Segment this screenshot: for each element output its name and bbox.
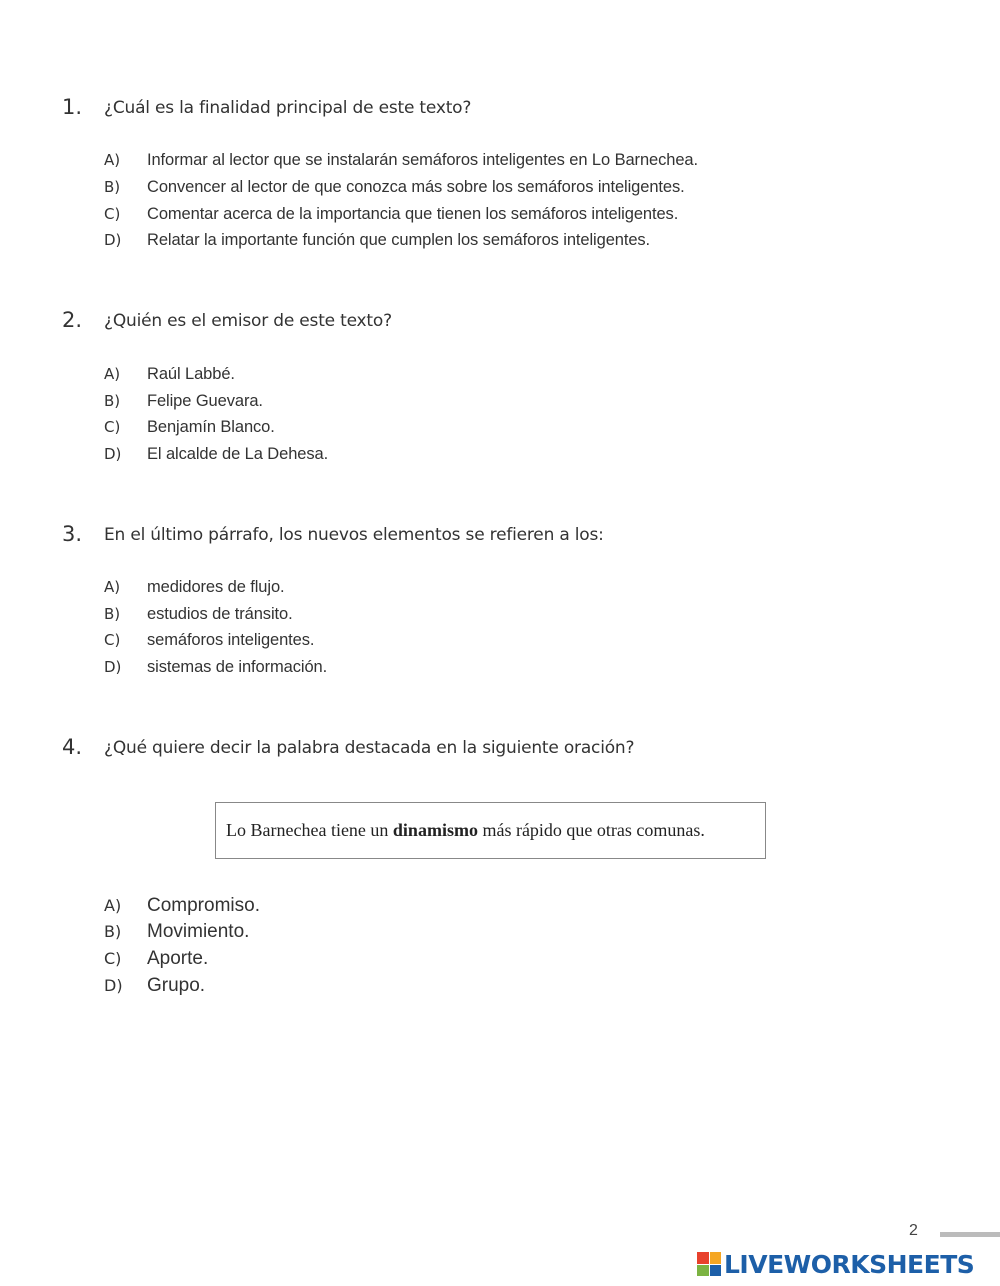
option-text: Informar al lector que se instalarán semáforos inteligentes en Lo Barnechea. bbox=[147, 151, 698, 169]
option-text: Felipe Guevara. bbox=[147, 392, 263, 410]
answer-option[interactable] bbox=[104, 604, 293, 624]
liveworksheets-logo-icon bbox=[697, 1252, 721, 1276]
option-letter: C) bbox=[104, 205, 121, 223]
option-text: Compromiso. bbox=[147, 895, 260, 916]
brand-name: LIVEWORKSHEETS bbox=[724, 1249, 975, 1279]
option-letter: B) bbox=[104, 392, 121, 410]
brand-footer[interactable] bbox=[697, 1249, 974, 1279]
question-number: 2. bbox=[62, 308, 83, 332]
question-text: ¿Cuál es la finalidad principal de este texto? bbox=[104, 98, 472, 118]
option-letter: B) bbox=[104, 922, 122, 941]
option-letter: B) bbox=[104, 178, 121, 196]
option-letter: D) bbox=[104, 658, 122, 676]
option-letter: C) bbox=[104, 949, 122, 968]
question-text: ¿Qué quiere decir la palabra destacada en la siguiente oración? bbox=[104, 738, 635, 758]
answer-option[interactable] bbox=[104, 948, 208, 970]
answer-option[interactable] bbox=[104, 921, 249, 943]
option-letter: D) bbox=[104, 445, 122, 463]
question-number: 3. bbox=[62, 522, 83, 546]
answer-option[interactable] bbox=[104, 975, 205, 997]
page-number: 2 bbox=[909, 1222, 918, 1239]
option-letter: C) bbox=[104, 418, 121, 436]
answer-option[interactable] bbox=[104, 177, 685, 197]
question-text: En el último párrafo, los nuevos elementos se refieren a los: bbox=[104, 525, 604, 545]
option-text: Relatar la importante función que cumplen los semáforos inteligentes. bbox=[147, 231, 651, 249]
sentence-box bbox=[215, 802, 766, 859]
option-text: Comentar acerca de la importancia que tienen los semáforos inteligentes. bbox=[147, 205, 679, 223]
answer-option[interactable] bbox=[104, 630, 314, 650]
sentence-before: Lo Barnechea tiene un bbox=[226, 820, 389, 840]
answer-option[interactable] bbox=[104, 657, 327, 677]
option-text: Grupo. bbox=[147, 975, 206, 996]
option-text: Raúl Labbé. bbox=[147, 365, 235, 383]
option-text: Convencer al lector de que conozca más sobre los semáforos inteligentes. bbox=[147, 178, 685, 196]
answer-option[interactable] bbox=[104, 150, 698, 170]
answer-option[interactable] bbox=[104, 391, 263, 411]
answer-option[interactable] bbox=[104, 895, 260, 917]
highlighted-word: dinamismo bbox=[392, 820, 478, 840]
option-text: Benjamín Blanco. bbox=[147, 418, 275, 436]
page-divider bbox=[940, 1232, 1000, 1237]
option-text: Aporte. bbox=[147, 948, 209, 969]
answer-option[interactable] bbox=[104, 577, 285, 597]
option-letter: A) bbox=[104, 578, 121, 596]
answer-option[interactable] bbox=[104, 444, 328, 464]
sentence-after: más rápido que otras comunas. bbox=[482, 820, 705, 840]
question-number: 4. bbox=[62, 735, 83, 759]
answer-option[interactable] bbox=[104, 417, 275, 437]
option-letter: C) bbox=[104, 631, 121, 649]
option-text: sistemas de información. bbox=[147, 658, 328, 676]
option-letter: A) bbox=[104, 896, 122, 915]
option-text: Movimiento. bbox=[147, 921, 250, 942]
answer-option[interactable] bbox=[104, 204, 678, 224]
option-letter: A) bbox=[104, 365, 121, 383]
option-text: semáforos inteligentes. bbox=[147, 631, 315, 649]
option-letter: B) bbox=[104, 605, 121, 623]
option-text: estudios de tránsito. bbox=[147, 605, 293, 623]
option-text: El alcalde de La Dehesa. bbox=[147, 445, 329, 463]
option-letter: D) bbox=[104, 976, 123, 995]
option-text: medidores de flujo. bbox=[147, 578, 285, 596]
question-text: ¿Quién es el emisor de este texto? bbox=[104, 311, 392, 331]
answer-option[interactable] bbox=[104, 230, 650, 250]
option-letter: A) bbox=[104, 151, 121, 169]
answer-option[interactable] bbox=[104, 364, 235, 384]
question-number: 1. bbox=[62, 95, 83, 119]
option-letter: D) bbox=[104, 231, 122, 249]
